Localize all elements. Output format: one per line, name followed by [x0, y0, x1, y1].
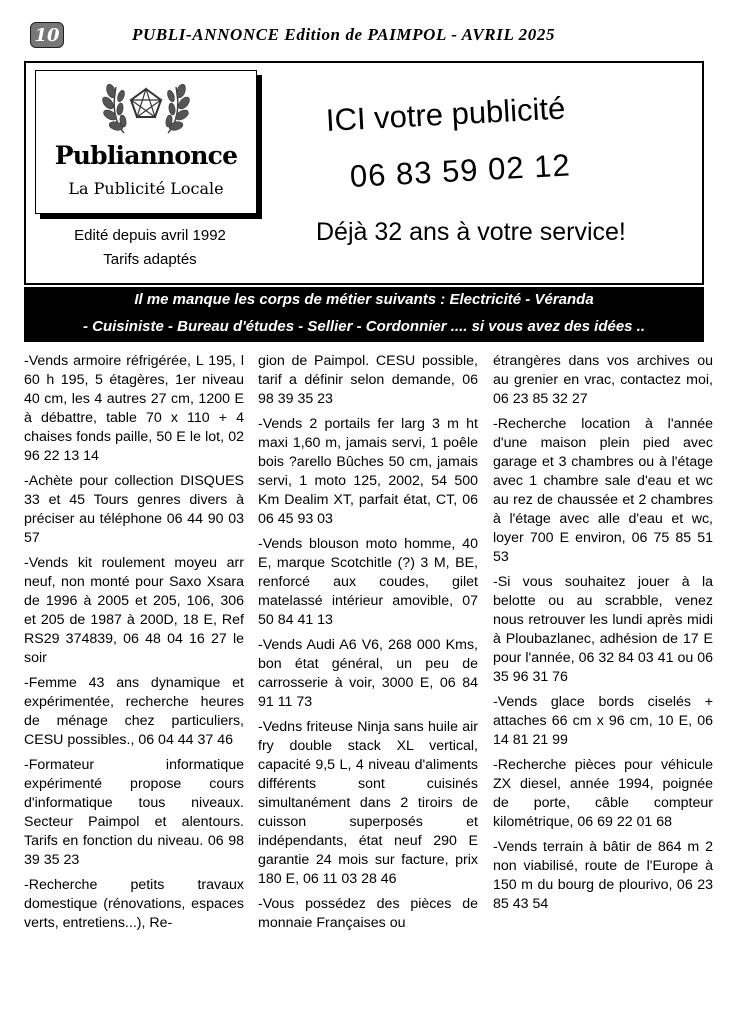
classified-ad: -Femme 43 ans dynamique et expérimentée, recherche heures de ménage chez particuliers, CESU possibles., 06 04 44 37 46: [24, 675, 244, 748]
classified-ad: -Vends blouson moto homme, 40 E, marque Scotchitle (?) 3 M, BE, renforcé aux coudes, gilet matelassé intérieur amovible, 07 50 84 41 13: [258, 536, 478, 628]
classified-ad: -Formateur informatique expérimenté propose cours d'informatique tous niveaux. Secteur Paimpol et alentours. Tarifs en fonction du niveau. 06 98 39 35 23: [24, 757, 244, 868]
edition-title: PUBLI-ANNONCE Edition de PAIMPOL - AVRIL 2025: [132, 25, 556, 44]
classified-ad: -Vends Audi A6 V6, 268 000 Kms, bon état général, un peu de carrosserie à voir, 3000 E, 06 84 91 11 73: [258, 637, 478, 710]
classified-ad: -Vends 2 portails fer larg 3 m ht maxi 1,60 m, jamais servi, 1 poêle bois ?arello Bûches 50 cm, jamais servi, 1 moto 125, 2002, 54 500 Km Dealim XT, parfait état, CT, 06 06 45 93 03: [258, 416, 478, 527]
classified-ad: -Recherche petits travaux domestique (rénovations, espaces verts, entretiens...), Re-: [24, 877, 244, 931]
ad-service-text: Déjà 32 ans à votre service!: [316, 218, 626, 246]
classifieds-column-2: [258, 352, 478, 939]
ad-headline: ICI votre publicité: [325, 90, 567, 138]
advertisement-box: [24, 61, 704, 285]
classified-ad: -Vends terrain à bâtir de 864 m 2 non viabilisé, route de l'Europe à 150 m du bourg de plourivo, 06 23 85 43 54: [493, 839, 713, 912]
classifieds-column-3: [493, 352, 713, 920]
classified-ad: -Vends armoire réfrigérée, L 195, l 60 h 195, 5 étagères, 1er niveau 40 cm, les 4 autres 27 cm, 1200 E à débattre, table 70 x 110 + 4 chaises fonds paille, 50 E le lot, 02 96 22 13 14: [24, 353, 244, 464]
page-number: 10: [30, 22, 64, 48]
laurel-pentagon-emblem-icon: [94, 77, 198, 139]
classified-ad: -Vous possédez des pièces de monnaie Françaises ou: [258, 896, 478, 931]
classified-ad: -Recherche pièces pour véhicule ZX diesel, année 1994, poignée de porte, câble compteur kilométrique, 06 69 22 01 68: [493, 757, 713, 830]
classified-ad: -Recherche location à l'année d'une maison plein pied avec garage et 3 chambres ou à l'étage avec 1 chambre sale d'eau et wc au rez de chaussée et 2 chambres à l'étage avec alle d'eau et wc, loyer 700 E environ, 06 75 85 51 53: [493, 416, 713, 565]
edited-since-text: Edité depuis avril 1992: [74, 227, 226, 244]
classified-ad: -Achète pour collection DISQUES 33 et 45 Tours genres divers à préciser au téléphone 06 44 90 03 57: [24, 473, 244, 546]
adapted-rates-text: Tarifs adaptés: [103, 251, 197, 268]
notice-line-1: Il me manque les corps de métier suivants : Electricité - Véranda: [134, 291, 594, 308]
classifieds-column-1: [24, 352, 244, 939]
trades-notice-banner: [24, 287, 704, 342]
publiannonce-logo: [35, 70, 257, 214]
logo-name: Publiannonce: [54, 141, 238, 170]
classified-ad: -Vends kit roulement moyeu arr neuf, non monté pour Saxo Xsara de 1996 à 2005 et 205, 106, 306 et 205 de 1987 à 200D, 18 E, Ref RS29 374839, 06 48 04 16 27 le soir: [24, 555, 244, 666]
classified-ad: -Vedns friteuse Ninja sans huile air fry double stack XL vertical, capacité 9,5 L, 4 niveau d'aliments différents sont cuisinés simultanément dans 2 tiroirs de cuisson superposés et indépendants, état neuf 290 E garantie 24 mois sur facture, prix 180 E, 06 11 03 28 46: [258, 719, 478, 887]
classified-ad: -Vends glace bords ciselés + attaches 66 cm x 96 cm, 10 E, 06 14 81 21 99: [493, 694, 713, 748]
ad-phone-number: 06 83 59 02 12: [349, 147, 572, 194]
logo-tagline: La Publicité Locale: [68, 179, 224, 198]
notice-line-2: - Cuisiniste - Bureau d'études - Sellier - Cordonnier .... si vous avez des idées ..: [82, 318, 646, 335]
classified-ad: étrangères dans vos archives ou au grenier en vrac, contactez moi, 06 23 85 32 27: [493, 353, 713, 407]
classified-ad: gion de Paimpol. CESU possible, tarif a définir selon demande, 06 98 39 35 23: [258, 353, 478, 407]
page-header: [24, 22, 714, 48]
classified-ad: -Si vous souhaitez jouer à la belotte ou au scrabble, venez nous retrouver les lundi après midi à Ploubazlanec, adhésion de 17 E pour l'année, 06 32 84 03 41 ou 06 35 96 31 76: [493, 574, 713, 685]
